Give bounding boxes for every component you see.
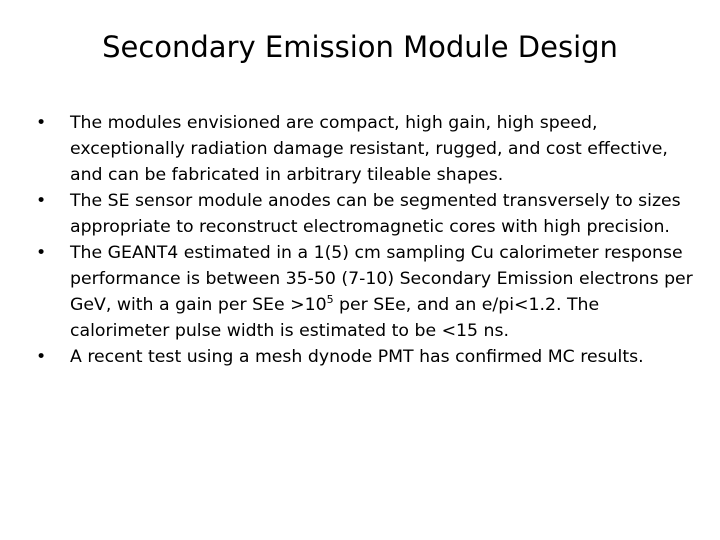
bullet-icon xyxy=(36,240,56,266)
superscript-exponent: 5 xyxy=(326,293,334,307)
bullet-text-part: The GEANT4 estimated in a 1(5) cm sampling Cu calorimeter response performance is between 35-50 (7-10) Secondary Emission electrons per GeV, with a gain per SEe >10 xyxy=(70,243,693,315)
bullet-list xyxy=(36,110,696,370)
bullet-text: A recent test using a mesh dynode PMT has confirmed MC results. xyxy=(70,347,644,367)
bullet-text: The SE sensor module anodes can be segmented transversely to sizes appropriate to reconstruct electromagnetic cores with high precision. xyxy=(70,191,681,237)
bullet-item xyxy=(36,240,696,344)
bullet-text: The modules envisioned are compact, high gain, high speed, exceptionally radiation damage resistant, rugged, and cost effective, and can be fabricated in arbitrary tileable shapes. xyxy=(70,113,668,185)
bullet-item xyxy=(36,110,696,188)
bullet-icon xyxy=(36,344,56,370)
slide-title: Secondary Emission Module Design xyxy=(102,30,618,64)
bullet-text-part: per SEe, and an e/pi<1.2. The calorimeter pulse width is estimated to be <15 ns. xyxy=(70,295,600,341)
bullet-icon xyxy=(36,188,56,214)
bullet-item xyxy=(36,344,696,370)
bullet-item xyxy=(36,188,696,240)
bullet-icon xyxy=(36,110,56,136)
